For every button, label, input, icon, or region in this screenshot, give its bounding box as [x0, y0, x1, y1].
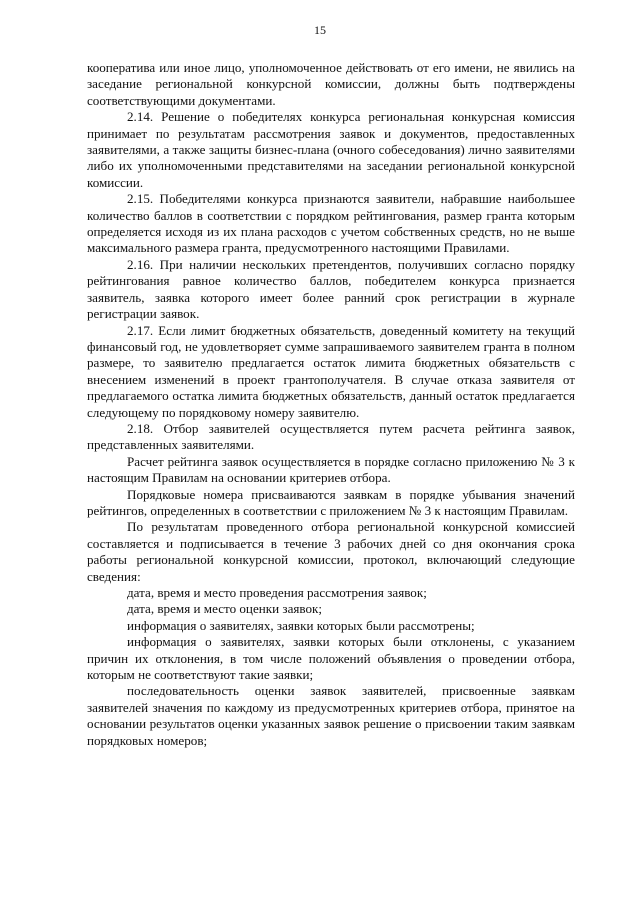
paragraph-2-17: 2.17. Если лимит бюджетных обязательств, доведенный комитету на текущий финансовый год, не удовлетворяет сумме запрашиваемого заявителем гранта в полном размере, то заявителю предлагается остаток лимита бюджетных обязательств с внесением изменений в проект грантополучателя. В случае отказа заявителя от предлагаемого остатка лимита бюджетных обязательств, данный остаток предлагается следующему по порядковому номеру заявителю. [87, 322, 575, 420]
protocol-item: дата, время и место проведения рассмотрения заявок; [127, 585, 427, 600]
paragraph-rating-calculation: Расчет рейтинга заявок осуществляется в порядке согласно приложению № 3 к настоящим Правилам на основании критериев отбора. [87, 453, 575, 486]
paragraph-2-18: 2.18. Отбор заявителей осуществляется путем расчета рейтинга заявок, представленных заявителями. [87, 420, 575, 453]
paragraph-2-15: 2.15. Победителями конкурса признаются заявители, набравшие наибольшее количество баллов в соответствии с порядком рейтингования, размер гранта которым определяется исходя из их плана расходов с учетом собственных средств, но не выше максимального размера гранта, предусмотренного настоящими Правилами. [87, 191, 575, 256]
protocol-item: информация о заявителях, заявки которых были рассмотрены; [127, 617, 475, 633]
paragraph-ordinal-numbers: Порядковые номера присваиваются заявкам в порядке убывания значений рейтингов, определенных в соответствии с приложением № 3 к настоящим Правилам. [87, 486, 575, 518]
protocol-item: информация о заявителях, заявки которых были отклонены, с указанием причин их отклонения, в том числе положений объявления о проведении отбора, которым не соответствуют такие заявки; [87, 634, 575, 683]
paragraph-continuation: кооператива или иное лицо, уполномоченное действовать от его имени, не явились на заседание региональной конкурсной комиссии, должны быть подтверждены соответствующими документами. [87, 60, 575, 108]
paragraph-2-14: 2.14. Решение о победителях конкурса региональная конкурсная комиссия принимает по результатам рассмотрения заявок и документов, предоставленных заявителями, а также защиты бизнес-плана (очного собеседования) лично заявителями либо их уполномоченными представителями на заседании региональной конкурсной комиссии. [87, 109, 575, 190]
paragraph-protocol: По результатам проведенного отбора региональной конкурсной комиссией составляется и подписывается в течение 3 рабочих дней со дня окончания срока работы региональной конкурсной комиссии, протокол, включающий следующие сведения: [87, 519, 575, 584]
protocol-item: последовательность оценки заявок заявителей, присвоенные заявкам заявителей значения по каждому из предусмотренных критериев отбора, принятое на основании результатов оценки указанных заявок решение о присвоении таким заявкам порядковых номеров; [87, 683, 575, 748]
page-number: 15 [314, 23, 326, 37]
paragraph-2-16: 2.16. При наличии нескольких претендентов, получивших согласно порядку рейтингования равное количество баллов, победителем конкурса признается заявитель, заявка которого имеет более ранний срок регистрации в журнале регистрации заявок. [87, 256, 575, 322]
document-body [87, 60, 575, 749]
protocol-item: дата, время и место оценки заявок; [127, 601, 323, 617]
